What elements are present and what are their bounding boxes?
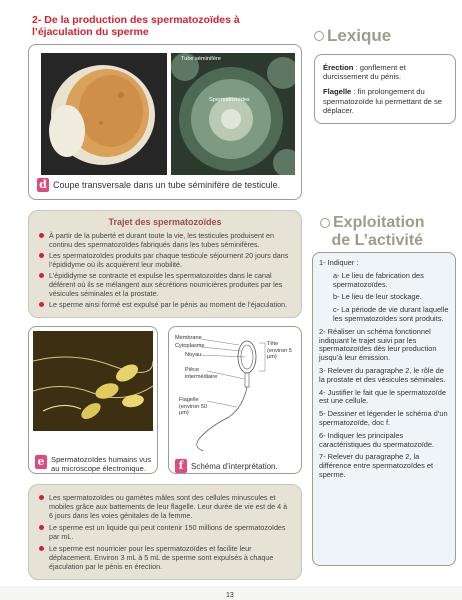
microscope-photo [171,53,295,175]
sperm-facts-list [39,493,291,571]
exploitation-title-2: de L’activité [331,232,424,249]
lexique-heading [314,26,391,46]
question-item: 6- Indiquer les principales caractéristiques du spermatozoïde. [319,430,435,449]
sperm-fact-bullet: Les spermatozoïdes ou gamètes mâles sont des cellules minuscules et mobiles grâce aux battements de leur flagelle. Leur durée de vie est de 4 à 6 jours dans les voies génitales de la femme. [39,493,291,520]
figure-e-letter: e [35,455,47,469]
label-membrane: Membrane [175,335,202,341]
question-item: 1- Indiquer : [319,258,359,267]
question-item: 4- Justifier le fait que le spermatozoïde est une cellule. [319,387,446,406]
section-title: 2- De la production des spermatozoïdes à l’éjaculation du sperme [32,14,240,38]
question-item: 3- Relever du paragraphe 2, le rôle de la prostate et des vésicules séminales. [319,365,446,384]
figure-f-card [168,326,302,474]
exploitation-title-1: Exploitation [333,214,425,231]
trajet-bullet: L’épididyme se contracte et expulse les spermatozoïdes dans le canal déférent où ils se mélangent aux sécrétions nourricières produites par les vésicules séminales et la prostate. [39,271,291,298]
label-flagelle: Flagelle (environ 50 µm) [179,397,207,416]
page-number: 13 [226,592,234,599]
trajet-list [39,231,291,309]
exploitation-heading [320,214,425,250]
sperm-fact-bullet: Le sperme est nourricier pour les spermatozoïdes et facilite leur déplacement. Environ 3 mL à 5 mL de sperme sont expulsés à chaque éjaculation par le pénis en érection. [39,544,291,571]
trajet-box [28,210,302,318]
trajet-bullet: Le sperme ainsi formé est expulsé par le pénis au moment de l’éjaculation. [39,300,291,309]
exploitation-heading-line1 [320,214,425,232]
figure-d-caption [37,178,280,192]
sperm-fact-bullet: Le sperme est un liquide qui peut contenir 150 millions de spermatozoïdes par mL. [39,523,291,541]
lexique-box [314,54,456,124]
circle-bullet-icon [314,31,324,41]
question-item: 5- Dessiner et légender le schéma d’un spermatozoïde, doc f. [319,409,448,427]
figure-f-caption-text: Schéma d’interprétation. [191,461,278,471]
trajet-bullet: Les spermatozoïdes produits par chaque testicule séjournent 20 jours dans l’épididyme où ils acquièrent leur mobilité. [39,251,291,269]
label-noyau: Noyau [185,352,202,358]
question-item: 7- Relever du paragraphe 2, la différence entre spermatozoïdes et sperme. [319,452,434,479]
lexique-entry [323,63,447,81]
lexique-entry [323,87,447,115]
question-subitem: b- Le lieu de leur stockage. [333,292,422,302]
testis-photo [41,53,167,175]
sperm-facts-box [28,484,302,580]
label-cytoplasme: Cytoplasme [175,343,205,349]
label-tube-seminifere: Tube séminifère [181,56,221,62]
sperm-electron-photo [33,331,153,431]
label-piece-intermediaire: Pièce intermédiaire [185,367,218,380]
figure-d-card [28,44,302,200]
figure-d-caption-text: Coupe transversale dans un tube séminifère de testicule. [53,180,281,190]
lexique-def: : gonflement et durcissement du pénis. [323,63,406,82]
lexique-def: : fin prolongement du spermatozoïde lui permettant de se déplacer. [323,87,443,115]
question-subitem: c- La période de vie durant laquelle les spermatozoïdes sont produits. [333,305,449,323]
figure-f-caption [175,459,278,473]
figure-d-letter: d [37,178,49,192]
figure-e-caption [35,455,153,473]
question-item: 2- Réaliser un schéma fonctionnel indiquant le trajet suivi par les spermatozoïdes dès leur production jusqu’à leur émission. [319,326,437,363]
exploitation-box [312,252,456,566]
trajet-bullet: À partir de la puberté et durant toute la vie, les testicules produisent en continu des spermatozoïdes fabriqués dans les tubes séminifères. [39,231,291,249]
lexique-term: Flagelle [323,87,352,97]
circle-bullet-icon [320,218,330,228]
figure-e-caption-text: Spermatozoïdes humains vus au microscope électronique. [51,455,152,473]
section-header [28,14,302,38]
figure-e-card [28,326,158,474]
trajet-title: Trajet des spermatozoïdes [108,217,222,227]
label-spermatozoides: Spermatozoïdes [209,97,250,103]
label-tete: Tête (environ 5 µm) [267,341,292,360]
lexique-title: Lexique [327,26,392,45]
figure-f-letter: f [175,459,187,473]
question-subitem: a- Le lieu de fabrication des spermatozoïdes. [333,270,424,289]
lexique-term: Érection [323,63,354,72]
